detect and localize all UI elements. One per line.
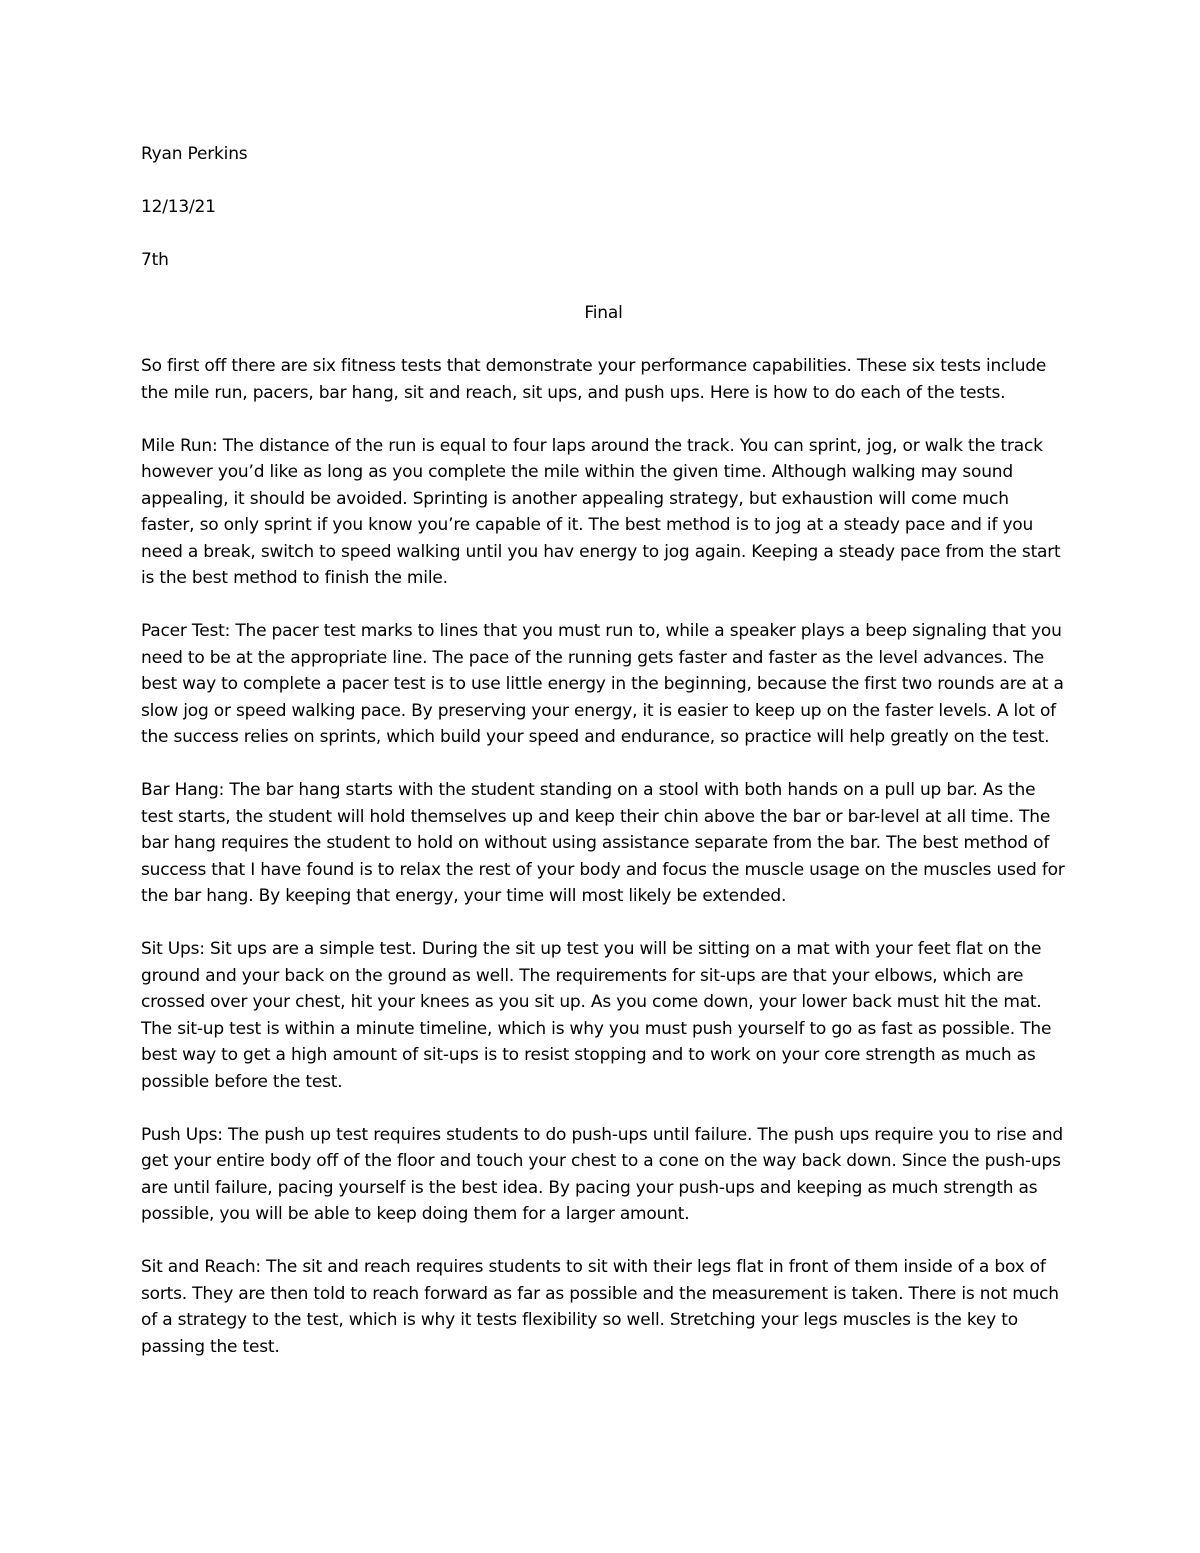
section-push-ups [141, 1122, 1066, 1228]
section-heading: Sit Ups: [141, 939, 205, 959]
document-date: 12/13/21 [141, 197, 216, 217]
section-heading: Sit and Reach: [141, 1257, 261, 1277]
section-body: The bar hang starts with the student standing on a stool with both hands on a pull up bar. As the test starts, the student will hold themselves up and keep their chin above the bar or bar-level at all time. The bar hang requires the student to hold on without using assistance separate from the bar. The best method of success that I have found is to relax the rest of your body and focus the muscle usage on the muscles used for the bar hang. By keeping that energy, your time will most likely be extended. [141, 780, 1065, 906]
section-sit-and-reach [141, 1254, 1066, 1360]
section-heading: Mile Run: [141, 435, 218, 456]
class-period: 7th [141, 250, 169, 270]
document-title: Final [584, 303, 623, 323]
section-heading: Pacer Test: [141, 621, 231, 641]
intro-paragraph: So first off there are six fitness tests that demonstrate your performance capabilities. These six tests include the mile run, pacers, bar hang, sit and reach, sit ups, and push ups. Here is how to do each of the tests. [141, 356, 1047, 403]
document-page [141, 141, 1066, 1387]
section-body: The distance of the run is equal to four laps around the track. You can sprint, jog, or walk the track however you’d like as long as you complete the mile within the given time. Although walking may sound appealing, it should be avoided. Sprinting is another appealing strategy, but exhaustion will come much faster, so only sprint if you know you’re capable of it. The best method is to jog at a steady pace and if you need a break, switch to speed walking until you hav energy to jog again. Keeping a steady pace from the start is the best method to finish the mile. [141, 435, 1061, 588]
spacer [141, 168, 1066, 195]
section-heading: Bar Hang: [141, 780, 225, 800]
section-body: The push up test requires students to do push-ups until failure. The push ups require you to rise and get your entire body off of the floor and touch your chest to a cone on the way back down. Since the push-ups are until failure, pacing yourself is the best idea. By pacing your push-ups and keeping as much strength as possible, you will be able to keep doing them for a larger amount. [141, 1124, 1063, 1224]
section-mile-run [141, 433, 1066, 592]
section-bar-hang [141, 777, 1066, 910]
spacer [141, 274, 1066, 301]
section-sit-ups [141, 936, 1066, 1095]
section-body: The pacer test marks to lines that you must run to, while a speaker plays a beep signaling that you need to be at the appropriate line. The pace of the running gets faster and faster as the level advances. The best way to complete a pacer test is to use little energy in the beginning, because the first two rounds are at a slow jog or speed walking pace. By preserving your energy, it is easier to keep up on the faster levels. A lot of the success relies on sprints, which build your speed and endurance, so practice will help greatly on the test. [141, 621, 1064, 747]
section-body: The sit and reach requires students to sit with their legs flat in front of them inside of a box of sorts. They are then told to reach forward as far as possible and the measurement is taken. There is not much of a strategy to the test, which is why it tests flexibility so well. Stretching your legs muscles is the key to passing the test. [141, 1257, 1059, 1357]
section-heading: Push Ups: [141, 1124, 223, 1145]
spacer [141, 221, 1066, 248]
section-pacer-test [141, 618, 1066, 751]
spacer [141, 327, 1066, 354]
author-name: Ryan Perkins [141, 144, 248, 164]
section-body: Sit ups are a simple test. During the sit up test you will be sitting on a mat with your feet flat on the ground and your back on the ground as well. The requirements for sit-ups are that your elbows, which are crossed over your chest, hit your knees as you sit up. As you come down, your lower back must hit the mat. The sit-up test is within a minute timeline, which is why you must push yourself to go as fast as possible. The best way to get a high amount of sit-ups is to resist stopping and to work on your core strength as much as possible before the test. [141, 939, 1052, 1092]
